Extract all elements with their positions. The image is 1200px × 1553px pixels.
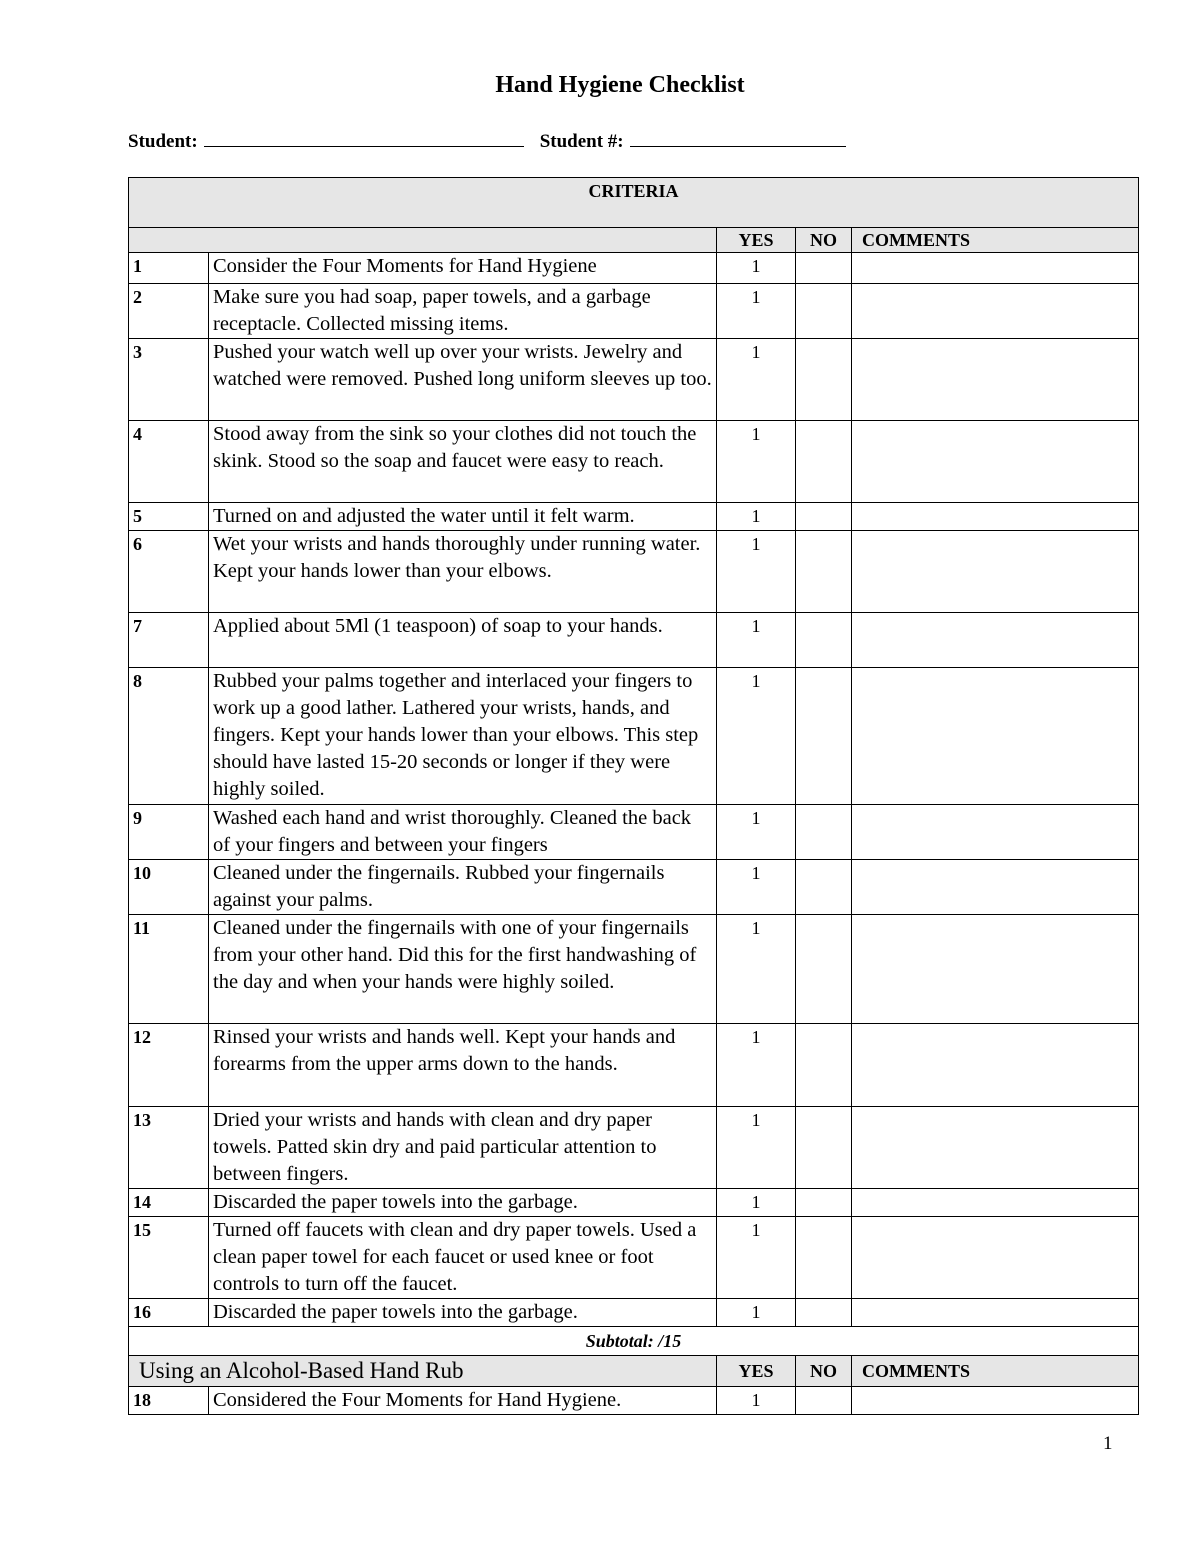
yes-score[interactable]: 1 — [717, 1189, 796, 1217]
criteria-number: 16 — [129, 1299, 209, 1327]
criteria-description: Make sure you had soap, paper towels, and a garbage receptacle. Collected missing items. — [209, 284, 717, 339]
table-row — [129, 253, 1139, 284]
comments-cell[interactable] — [852, 1024, 1139, 1107]
no-cell[interactable] — [796, 1387, 852, 1415]
no-cell[interactable] — [796, 805, 852, 860]
table-row — [129, 1189, 1139, 1217]
criteria-label: CRITERIA — [129, 178, 1139, 228]
comments-cell[interactable] — [852, 1107, 1139, 1189]
criteria-description: Cleaned under the fingernails with one of your fingernails from your other hand. Did this for the first handwashing of the day and when your hands were highly soiled. — [209, 915, 717, 1024]
criteria-description: Stood away from the sink so your clothes did not touch the skink. Stood so the soap and faucet were easy to reach. — [209, 421, 717, 503]
criteria-number: 3 — [129, 339, 209, 421]
comments-cell[interactable] — [852, 1299, 1139, 1327]
yes-score[interactable]: 1 — [717, 253, 796, 284]
no-cell[interactable] — [796, 284, 852, 339]
header-blank — [129, 228, 717, 253]
yes-score[interactable]: 1 — [717, 613, 796, 668]
header-comments: COMMENTS — [852, 228, 1139, 253]
yes-score[interactable]: 1 — [717, 1107, 796, 1189]
criteria-description: Washed each hand and wrist thoroughly. Cleaned the back of your fingers and between your fingers — [209, 805, 717, 860]
criteria-description: Dried your wrists and hands with clean and dry paper towels. Patted skin dry and paid particular attention to between fingers. — [209, 1107, 717, 1189]
criteria-number: 14 — [129, 1189, 209, 1217]
criteria-number: 8 — [129, 668, 209, 805]
yes-score[interactable]: 1 — [717, 915, 796, 1024]
comments-cell[interactable] — [852, 503, 1139, 531]
criteria-description: Pushed your watch well up over your wrists. Jewelry and watched were removed. Pushed long uniform sleeves up too. — [209, 339, 717, 421]
yes-score[interactable]: 1 — [717, 1024, 796, 1107]
comments-cell[interactable] — [852, 253, 1139, 284]
student-info-line — [128, 128, 846, 153]
no-cell[interactable] — [796, 421, 852, 503]
table-row — [129, 339, 1139, 421]
student-number-field[interactable] — [630, 128, 846, 147]
criteria-description: Turned off faucets with clean and dry paper towels. Used a clean paper towel for each faucet or used knee or foot controls to turn off the faucet. — [209, 1217, 717, 1299]
table-row — [129, 284, 1139, 339]
comments-cell[interactable] — [852, 531, 1139, 613]
comments-cell[interactable] — [852, 613, 1139, 668]
section-header-yes: YES — [717, 1356, 796, 1387]
criteria-number: 13 — [129, 1107, 209, 1189]
criteria-description: Discarded the paper towels into the garbage. — [209, 1299, 717, 1327]
no-cell[interactable] — [796, 1299, 852, 1327]
criteria-description: Applied about 5Ml (1 teaspoon) of soap to your hands. — [209, 613, 717, 668]
comments-cell[interactable] — [852, 1189, 1139, 1217]
criteria-number: 4 — [129, 421, 209, 503]
yes-score[interactable]: 1 — [717, 503, 796, 531]
comments-cell[interactable] — [852, 1387, 1139, 1415]
section-header-row — [129, 1356, 1139, 1387]
table-row — [129, 915, 1139, 1024]
table-row — [129, 1299, 1139, 1327]
criteria-number: 11 — [129, 915, 209, 1024]
student-name-field[interactable] — [204, 128, 524, 147]
criteria-number: 2 — [129, 284, 209, 339]
criteria-number: 12 — [129, 1024, 209, 1107]
table-row — [129, 805, 1139, 860]
yes-score[interactable]: 1 — [717, 860, 796, 915]
no-cell[interactable] — [796, 860, 852, 915]
no-cell[interactable] — [796, 531, 852, 613]
page-number: 1 — [1103, 1433, 1113, 1454]
subtotal-row — [129, 1327, 1139, 1356]
yes-score[interactable]: 1 — [717, 339, 796, 421]
table-row — [129, 1107, 1139, 1189]
comments-cell[interactable] — [852, 421, 1139, 503]
yes-score[interactable]: 1 — [717, 1299, 796, 1327]
table-row — [129, 668, 1139, 805]
yes-score[interactable]: 1 — [717, 1387, 796, 1415]
student-label: Student: — [128, 131, 198, 152]
table-row — [129, 421, 1139, 503]
comments-cell[interactable] — [852, 915, 1139, 1024]
section-header-no: NO — [796, 1356, 852, 1387]
criteria-number: 7 — [129, 613, 209, 668]
comments-cell[interactable] — [852, 668, 1139, 805]
table-row — [129, 860, 1139, 915]
column-header-row — [129, 228, 1139, 253]
page-title: Hand Hygiene Checklist — [495, 72, 745, 98]
criteria-description: Cleaned under the fingernails. Rubbed your fingernails against your palms. — [209, 860, 717, 915]
criteria-description: Rubbed your palms together and interlaced your fingers to work up a good lather. Lathered your wrists, hands, and fingers. Kept your hands lower than your elbows. This step should have lasted 15-20 seconds or longer if they were highly soiled. — [209, 668, 717, 805]
criteria-number: 15 — [129, 1217, 209, 1299]
no-cell[interactable] — [796, 668, 852, 805]
comments-cell[interactable] — [852, 860, 1139, 915]
header-no: NO — [796, 228, 852, 253]
yes-score[interactable]: 1 — [717, 531, 796, 613]
table-row — [129, 531, 1139, 613]
checklist-table — [128, 177, 1139, 1415]
criteria-description: Discarded the paper towels into the garbage. — [209, 1189, 717, 1217]
no-cell[interactable] — [796, 503, 852, 531]
table-row — [129, 1387, 1139, 1415]
yes-score[interactable]: 1 — [717, 421, 796, 503]
criteria-number: 5 — [129, 503, 209, 531]
comments-cell[interactable] — [852, 1217, 1139, 1299]
criteria-description: Considered the Four Moments for Hand Hygiene. — [209, 1387, 717, 1415]
criteria-number: 1 — [129, 253, 209, 284]
no-cell[interactable] — [796, 613, 852, 668]
subtotal-label: Subtotal: /15 — [129, 1327, 1139, 1356]
comments-cell[interactable] — [852, 339, 1139, 421]
criteria-description: Consider the Four Moments for Hand Hygiene — [209, 253, 717, 284]
no-cell[interactable] — [796, 339, 852, 421]
no-cell[interactable] — [796, 253, 852, 284]
no-cell[interactable] — [796, 1024, 852, 1107]
table-row — [129, 1217, 1139, 1299]
criteria-number: 18 — [129, 1387, 209, 1415]
criteria-header-row — [129, 178, 1139, 228]
table-row — [129, 613, 1139, 668]
no-cell[interactable] — [796, 1217, 852, 1299]
student-number-label: Student #: — [539, 131, 624, 152]
no-cell[interactable] — [796, 1107, 852, 1189]
yes-score[interactable]: 1 — [717, 805, 796, 860]
no-cell[interactable] — [796, 1189, 852, 1217]
header-yes: YES — [717, 228, 796, 253]
criteria-number: 6 — [129, 531, 209, 613]
criteria-description: Wet your wrists and hands thoroughly under running water. Kept your hands lower than your elbows. — [209, 531, 717, 613]
section-title: Using an Alcohol-Based Hand Rub — [129, 1356, 717, 1387]
yes-score[interactable]: 1 — [717, 1217, 796, 1299]
yes-score[interactable]: 1 — [717, 284, 796, 339]
criteria-description: Rinsed your wrists and hands well. Kept your hands and forearms from the upper arms down to the hands. — [209, 1024, 717, 1107]
no-cell[interactable] — [796, 915, 852, 1024]
criteria-number: 9 — [129, 805, 209, 860]
comments-cell[interactable] — [852, 284, 1139, 339]
comments-cell[interactable] — [852, 805, 1139, 860]
table-row — [129, 503, 1139, 531]
criteria-number: 10 — [129, 860, 209, 915]
section-header-comments: COMMENTS — [852, 1356, 1139, 1387]
yes-score[interactable]: 1 — [717, 668, 796, 805]
table-row — [129, 1024, 1139, 1107]
criteria-description: Turned on and adjusted the water until it felt warm. — [209, 503, 717, 531]
